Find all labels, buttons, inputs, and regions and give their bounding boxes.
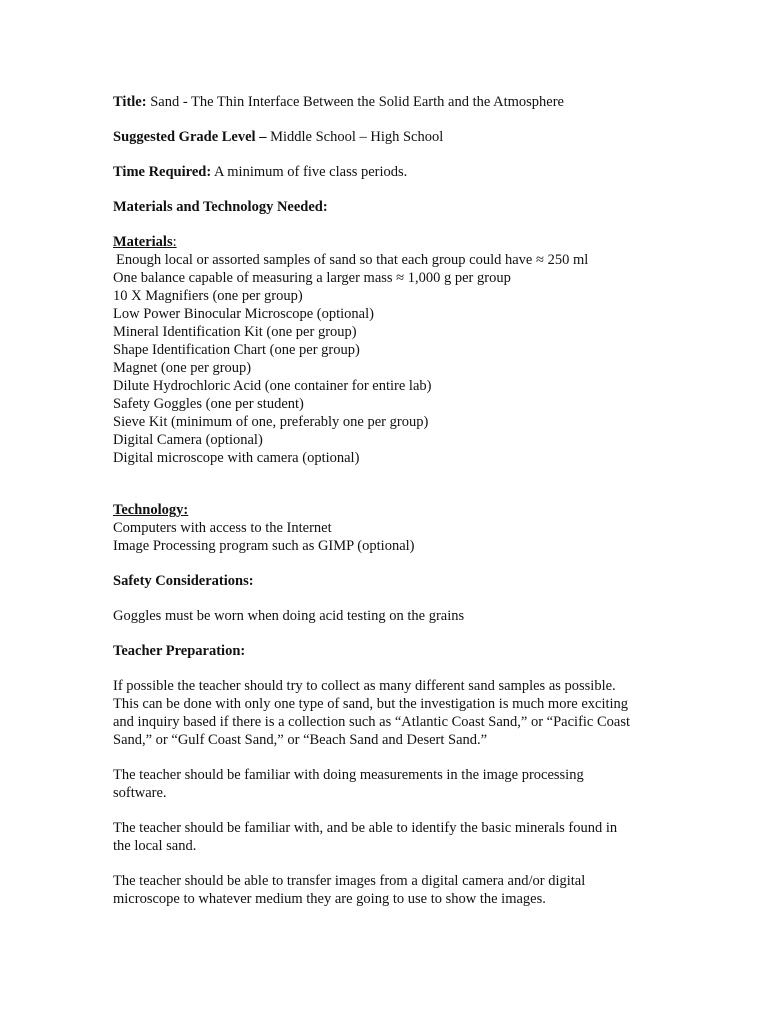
list-item: Digital Camera (optional): [113, 432, 263, 448]
materials-heading: Materials: [113, 234, 173, 250]
list-item: Computers with access to the Internet: [113, 520, 332, 536]
list-item: Magnet (one per group): [113, 360, 252, 376]
time-required-text: A minimum of five class periods.: [213, 164, 408, 180]
materials-heading-colon: :: [172, 234, 177, 250]
list-item: Mineral Identification Kit (one per group): [113, 324, 357, 340]
paragraph-line: Sand,” or “Gulf Coast Sand,” or “Beach Sand and Desert Sand.”: [113, 732, 488, 748]
teacher-prep-paragraph: [113, 766, 673, 802]
list-item: Safety Goggles (one per student): [113, 396, 304, 412]
title-text: Sand - The Thin Interface Between the Solid Earth and the Atmosphere: [150, 94, 564, 110]
teacher-prep-paragraph: [113, 819, 673, 855]
technology-heading: Technology:: [113, 502, 189, 518]
paragraph-line: and inquiry based if there is a collection such as “Atlantic Coast Sand,” or “Pacific Coast: [113, 714, 631, 730]
list-item: Sieve Kit (minimum of one, preferably one per group): [113, 414, 429, 430]
list-item: Enough local or assorted samples of sand so that each group could have ≈ 250 ml: [116, 252, 589, 268]
paragraph-line: software.: [113, 785, 167, 801]
time-required-label: Time Required:: [113, 164, 212, 180]
paragraph-line: This can be done with only one type of sand, but the investigation is much more exciting: [113, 696, 629, 712]
list-item: Low Power Binocular Microscope (optional): [113, 306, 374, 322]
technology-list: [113, 519, 673, 555]
materials-list: [113, 251, 673, 467]
paragraph-line: microscope to whatever medium they are going to use to show the images.: [113, 891, 546, 907]
title-label: Title:: [113, 94, 147, 110]
time-required-line: [113, 163, 673, 181]
teacher-prep-paragraph: [113, 872, 673, 908]
grade-level-text: Middle School – High School: [270, 129, 444, 145]
safety-heading: Safety Considerations:: [113, 573, 254, 589]
teacher-prep-heading: Teacher Preparation:: [113, 643, 246, 659]
paragraph-line: The teacher should be able to transfer images from a digital camera and/or digital: [113, 873, 586, 889]
materials-heading-line: [113, 233, 673, 251]
materials-technology-heading: Materials and Technology Needed:: [113, 199, 328, 215]
paragraph-line: the local sand.: [113, 838, 197, 854]
list-item: 10 X Magnifiers (one per group): [113, 288, 303, 304]
list-item: Digital microscope with camera (optional): [113, 450, 360, 466]
grade-level-label: Suggested Grade Level –: [113, 129, 267, 145]
list-item: Image Processing program such as GIMP (optional): [113, 538, 415, 554]
safety-text: Goggles must be worn when doing acid testing on the grains: [113, 608, 465, 624]
list-item: One balance capable of measuring a larger mass ≈ 1,000 g per group: [113, 270, 511, 286]
paragraph-line: The teacher should be familiar with doing measurements in the image processing: [113, 767, 584, 783]
title-line: [113, 93, 673, 111]
paragraph-line: The teacher should be familiar with, and be able to identify the basic minerals found in: [113, 820, 618, 836]
list-item: Dilute Hydrochloric Acid (one container for entire lab): [113, 378, 432, 394]
document-page: [113, 93, 673, 908]
paragraph-line: If possible the teacher should try to collect as many different sand samples as possible.: [113, 678, 616, 694]
grade-level-line: [113, 128, 673, 146]
list-item: Shape Identification Chart (one per group): [113, 342, 360, 358]
teacher-prep-paragraph: [113, 677, 673, 749]
